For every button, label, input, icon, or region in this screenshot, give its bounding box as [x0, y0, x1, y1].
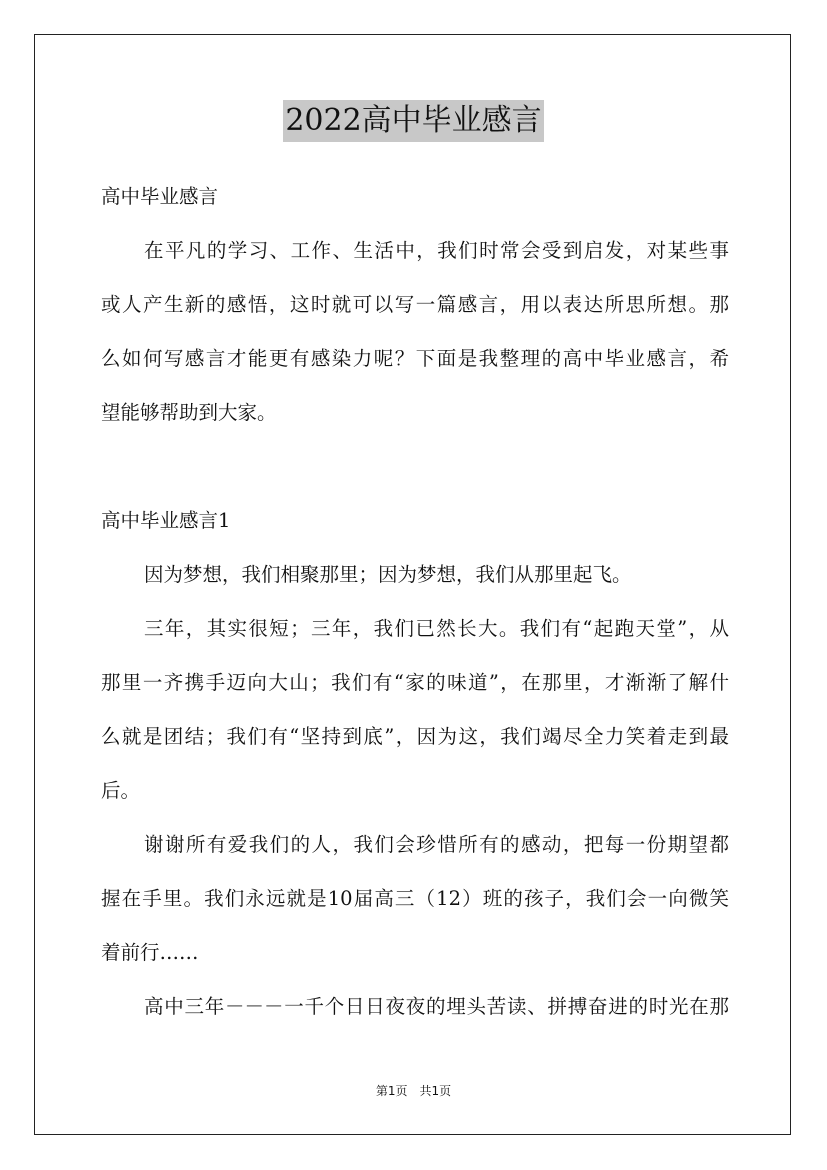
- document-body: [101, 170, 729, 1034]
- paragraph-1: 因为梦想，我们相聚那里；因为梦想，我们从那里起飞。: [144, 563, 632, 586]
- page-number-footer: 第1页 共1页: [375, 1084, 452, 1098]
- title-container: [0, 100, 827, 142]
- paragraph-3-line-3: 着前行……: [101, 941, 199, 964]
- paragraph-4-line-1: 高中三年－－－一千个日日夜夜的埋头苦读、拼搏奋进的时光在那: [144, 995, 729, 1018]
- intro-line-3: 么如何写感言才能更有感染力呢？下面是我整理的高中毕业感言，希: [101, 347, 729, 370]
- paragraph-2-line-3: 么就是团结；我们有“坚持到底”，因为这，我们竭尽全力笑着走到最: [101, 725, 729, 748]
- intro-line-2: 或人产生新的感悟，这时就可以写一篇感言，用以表达所思所想。那: [101, 293, 729, 316]
- paragraph-gap: [101, 440, 729, 494]
- subtitle: 高中毕业感言: [101, 185, 219, 208]
- paragraph-2-line-1: 三年，其实很短；三年，我们已然长大。我们有“起跑天堂”，从: [144, 617, 729, 640]
- document-title: 2022高中毕业感言: [283, 100, 543, 142]
- paragraph-2-line-2: 那里一齐携手迈向大山；我们有“家的味道”，在那里，才渐渐了解什: [101, 671, 729, 694]
- intro-line-4: 望能够帮助到大家。: [101, 401, 277, 424]
- paragraph-3-line-2: 握在手里。我们永远就是10届高三（12）班的孩子，我们会一向微笑: [101, 887, 729, 910]
- paragraph-3-line-1: 谢谢所有爱我们的人，我们会珍惜所有的感动，把每一份期望都: [144, 833, 729, 856]
- paragraph-2-line-4: 后。: [101, 779, 141, 802]
- section-heading: 高中毕业感言1: [101, 509, 231, 532]
- intro-line-1: 在平凡的学习、工作、生活中，我们时常会受到启发，对某些事: [144, 239, 729, 262]
